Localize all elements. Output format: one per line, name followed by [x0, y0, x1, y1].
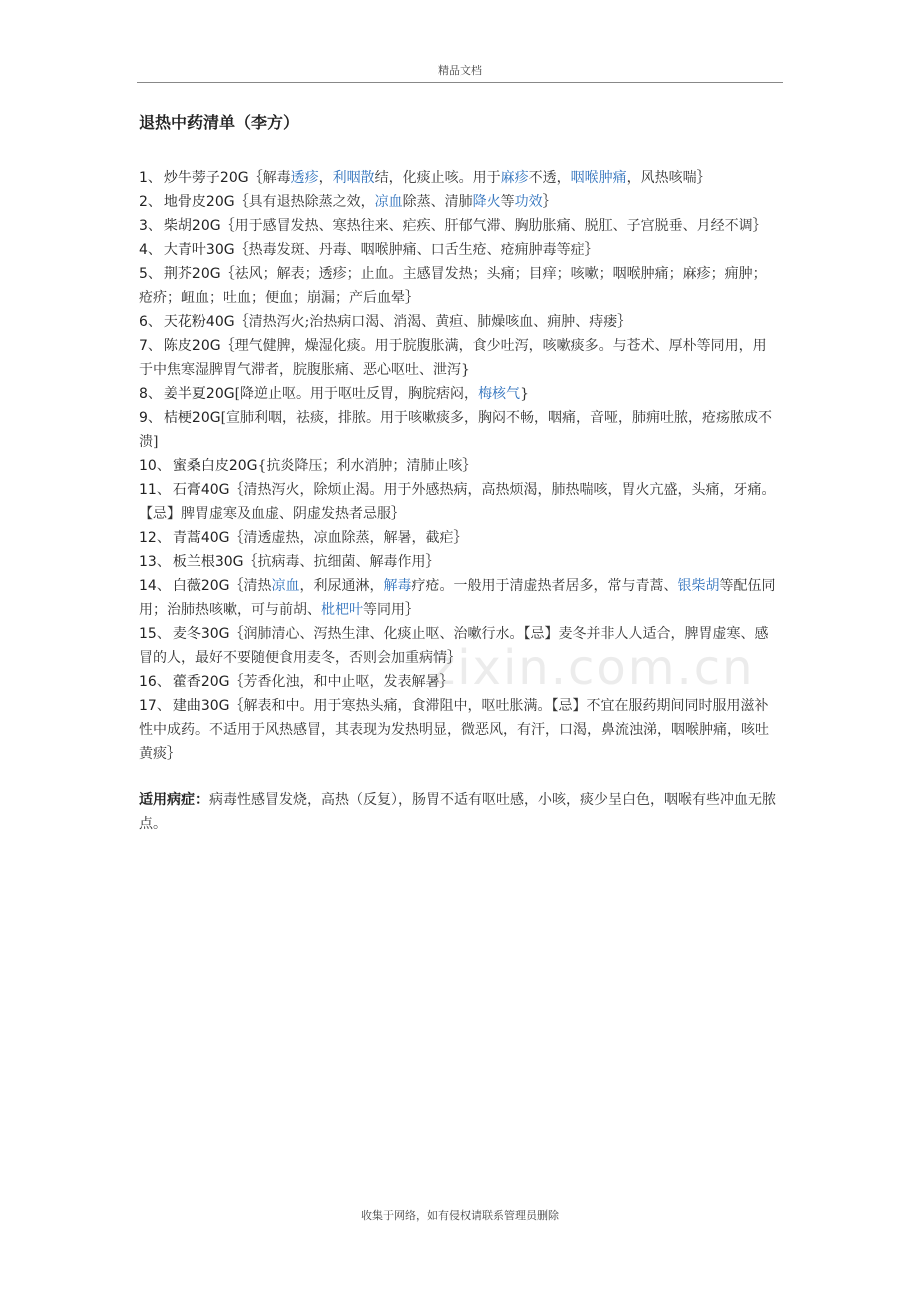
herb-dose: 20G	[191, 218, 221, 234]
list-item	[139, 382, 779, 406]
item-description: ，利尿通淋，	[299, 578, 384, 594]
term-link[interactable]: 银柴胡	[677, 578, 720, 594]
item-description: 不透，	[528, 170, 571, 186]
herb-name: 天花粉	[163, 314, 206, 330]
term-link[interactable]: 降火	[472, 194, 501, 210]
item-description: ｛清热	[229, 578, 272, 594]
item-description: 等	[500, 194, 515, 210]
item-description: ｛解毒	[248, 170, 291, 186]
item-separator: 、	[156, 554, 171, 570]
item-separator: 、	[147, 314, 162, 330]
document-title: 退热中药清单（李方）	[139, 113, 300, 132]
item-number: 13	[139, 554, 157, 570]
item-description: 疗疮。一般用于清虚热者居多，常与青蒿、	[411, 578, 678, 594]
term-link[interactable]: 凉血	[374, 194, 403, 210]
herb-dose: 30G	[214, 554, 244, 570]
item-description: 等配伍同用；治肺热咳嗽，可与前胡、	[139, 578, 776, 618]
herb-dose: 20G	[228, 458, 258, 474]
item-description: ｛芳香化浊，和中止呕，发表解暑｝	[229, 674, 454, 690]
term-link[interactable]: 凉血	[271, 578, 300, 594]
list-item	[139, 310, 779, 334]
item-separator: 、	[147, 338, 162, 354]
item-number: 2	[139, 194, 148, 210]
item-description: ｛清热泻火;治热病口渴、消渴、黄疸、肺燥咳血、痈肿、痔瘘｝	[234, 314, 632, 330]
item-number: 3	[139, 218, 148, 234]
item-separator: 、	[156, 458, 171, 474]
herb-dose: 20G	[191, 410, 221, 426]
item-description: ｛理气健脾，燥湿化痰。用于脘腹胀满，食少吐泻，咳嗽痰多。与苍术、厚朴等同用，用于中焦寒湿脾胃气滞者，脘腹胀痛、恶心呕吐、泄泻}	[139, 338, 767, 378]
item-number: 9	[139, 410, 148, 426]
herb-dose: 20G	[191, 266, 221, 282]
item-description: ｛清热泻火，除烦止渴。用于外感热病，高热烦渴，肺热喘咳，胃火亢盛，头痛，牙痛。【忌】脾胃虚寒及血虚、阴虚发热者忌服｝	[139, 482, 776, 522]
herb-dose: 40G	[200, 530, 230, 546]
list-item	[139, 478, 779, 526]
herb-name: 大青叶	[163, 242, 206, 258]
herb-list	[139, 166, 779, 766]
herb-dose: 40G	[205, 314, 235, 330]
list-item	[139, 262, 779, 310]
herb-dose: 40G	[200, 482, 230, 498]
herb-name: 石膏	[172, 482, 201, 498]
item-description: 除蒸、清肺	[402, 194, 473, 210]
herb-name: 板兰根	[172, 554, 215, 570]
herb-dose: 20G	[191, 338, 221, 354]
list-item	[139, 166, 779, 190]
term-link[interactable]: 麻疹	[500, 170, 529, 186]
item-separator: 、	[147, 194, 162, 210]
herb-name: 麦冬	[172, 626, 201, 642]
item-description: ｛润肺清心、泻热生津、化痰止呕、治嗽行水。【忌】麦冬并非人人适合，脾胃虚寒、感冒的人，最好不要随便食用麦冬，否则会加重病情｝	[139, 626, 769, 666]
item-number: 17	[139, 698, 157, 714]
document-body	[139, 110, 779, 836]
list-item	[139, 406, 779, 454]
item-number: 14	[139, 578, 157, 594]
herb-name: 荆芥	[163, 266, 192, 282]
term-link[interactable]: 透疹	[290, 170, 319, 186]
herb-dose: 30G	[200, 698, 230, 714]
herb-name: 桔梗	[163, 410, 192, 426]
herb-name: 姜半夏	[163, 386, 206, 402]
herb-dose: 20G	[219, 170, 249, 186]
item-description: {抗炎降压；利水消肿；清肺止咳｝	[257, 458, 477, 474]
herb-name: 藿香	[172, 674, 201, 690]
indication-paragraph	[139, 788, 779, 836]
item-description: ｛用于感冒发热、寒热往来、疟疾、肝郁气滞、胸肋胀痛、脱肛、子宫脱垂、月经不调｝	[220, 218, 767, 234]
herb-name: 柴胡	[163, 218, 192, 234]
item-separator: 、	[147, 170, 162, 186]
list-item	[139, 526, 779, 550]
item-description: 结，化痰止咳。用于	[374, 170, 501, 186]
indication-text: 病毒性感冒发烧，高热（反复），肠胃不适有呕吐感，小咳，痰少呈白色，咽喉有些冲血无脓点。	[139, 792, 776, 832]
herb-name: 蜜桑白皮	[172, 458, 229, 474]
item-description: ｝	[542, 194, 557, 210]
herb-name: 青蒿	[172, 530, 201, 546]
herb-dose: 30G	[200, 626, 230, 642]
item-separator: 、	[147, 410, 162, 426]
term-link[interactable]: 咽喉肿痛	[570, 170, 627, 186]
item-separator: 、	[156, 674, 171, 690]
list-item	[139, 334, 779, 382]
term-link[interactable]: 枇杷叶	[321, 602, 363, 618]
item-description: ｛清透虚热，凉血除蒸，解暑，截疟｝	[229, 530, 468, 546]
item-number: 7	[139, 338, 148, 354]
item-separator: 、	[156, 482, 171, 498]
item-description: ，	[318, 170, 333, 186]
item-number: 15	[139, 626, 157, 642]
list-item	[139, 454, 779, 478]
herb-name: 陈皮	[163, 338, 192, 354]
herb-name: 建曲	[172, 698, 201, 714]
list-item	[139, 190, 779, 214]
term-link[interactable]: 解毒	[383, 578, 412, 594]
footer-text: 收集于网络，如有侵权请联系管理员删除	[361, 1209, 559, 1222]
item-number: 8	[139, 386, 148, 402]
watermark: zixin.com.cn	[430, 640, 755, 696]
list-item	[139, 550, 779, 574]
page-footer	[0, 1207, 920, 1223]
item-number: 6	[139, 314, 148, 330]
herb-name: 白薇	[172, 578, 201, 594]
list-item	[139, 622, 779, 670]
herb-dose: 30G	[205, 242, 235, 258]
list-item	[139, 694, 779, 766]
item-description: ，风热咳喘｝	[626, 170, 711, 186]
item-separator: 、	[147, 386, 162, 402]
herb-dose: 20G	[205, 386, 235, 402]
item-separator: 、	[156, 578, 171, 594]
item-separator: 、	[147, 242, 162, 258]
herb-dose: 20G	[205, 194, 235, 210]
list-item	[139, 238, 779, 262]
item-description: ｛具有退热除蒸之效，	[234, 194, 375, 210]
item-number: 1	[139, 170, 148, 186]
item-separator: 、	[156, 698, 171, 714]
list-item	[139, 214, 779, 238]
item-description: ｛抗病毒、抗细菌、解毒作用｝	[243, 554, 440, 570]
item-number: 4	[139, 242, 148, 258]
herb-dose: 20G	[200, 674, 230, 690]
item-description: }	[520, 386, 529, 402]
herb-name: 炒牛蒡子	[163, 170, 220, 186]
item-number: 12	[139, 530, 157, 546]
item-separator: 、	[156, 626, 171, 642]
indication-label: 适用病症：	[139, 792, 209, 808]
term-link[interactable]: 利咽散	[332, 170, 375, 186]
term-link[interactable]: 功效	[514, 194, 543, 210]
item-separator: 、	[156, 530, 171, 546]
item-number: 16	[139, 674, 157, 690]
list-item	[139, 670, 779, 694]
page-header	[137, 62, 783, 83]
list-item	[139, 574, 779, 622]
item-separator: 、	[147, 266, 162, 282]
item-description: ｛解表和中。用于寒热头痛，食滞阻中，呕吐胀满。【忌】不宜在服药期间同时服用滋补性中成药。不适用于风热感冒，其表现为发热明显，微恶风，有汗，口渴，鼻流浊涕，咽喉肿痛，咳吐黄痰｝	[139, 698, 769, 762]
herb-dose: 20G	[200, 578, 230, 594]
item-number: 11	[139, 482, 157, 498]
item-description: [降逆止呕。用于呕吐反胃，胸脘痞闷，	[234, 386, 479, 402]
item-number: 5	[139, 266, 148, 282]
item-description: ｛热毒发斑、丹毒、咽喉肿痛、口舌生疮、疮痈肿毒等症｝	[234, 242, 599, 258]
item-description: ｛祛风；解表；透疹；止血。主感冒发热；头痛；目痒；咳嗽；咽喉肿痛；麻疹；痈肿；疮疥；衄血；吐血；便血；崩漏；产后血晕｝	[139, 266, 767, 306]
header-text: 精品文档	[438, 64, 482, 77]
item-separator: 、	[147, 218, 162, 234]
item-description: [宣肺利咽，祛痰，排脓。用于咳嗽痰多，胸闷不畅，咽痛，音哑，肺痈吐脓，疮疡脓成不溃]	[139, 410, 773, 450]
herb-name: 地骨皮	[163, 194, 206, 210]
item-number: 10	[139, 458, 157, 474]
term-link[interactable]: 梅核气	[478, 386, 521, 402]
item-description: 等同用｝	[363, 602, 419, 618]
